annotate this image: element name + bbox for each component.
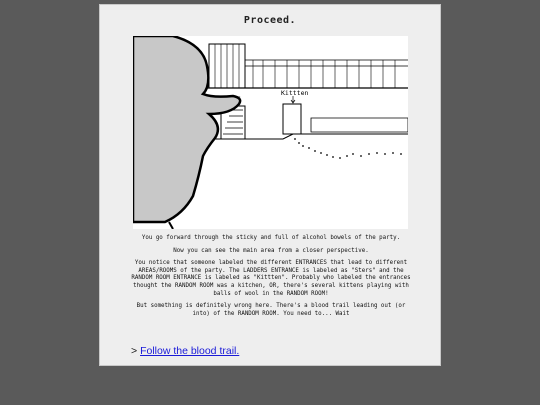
next-page-link[interactable]: Follow the blood trail. — [140, 345, 240, 357]
story-paragraph: Now you can see the main area from a closer perspective. — [173, 247, 369, 254]
story-text — [130, 235, 412, 323]
command-line — [131, 345, 239, 357]
panel-drawing — [133, 36, 408, 229]
story-paragraph: But something is definitely wrong here. There's a blood trail leading out (or into) of the RANDOM ROOM. You need to... Wait — [136, 303, 406, 317]
page-title: Proceed. — [243, 15, 297, 26]
story-page — [99, 4, 441, 366]
story-panel-image — [133, 36, 408, 229]
blood-trail — [294, 138, 402, 159]
story-paragraph: You go forward through the sticky and full of alcohol bowels of the party. — [141, 235, 401, 241]
command-prompt: > — [131, 345, 138, 357]
story-paragraph: You notice that someone labeled the different ENTRANCES that lead to different AREAS/ROOMS of the party. The LADDERS ENTRANCE is labeled as "Sters" and the RANDOM ROOM ENTRANCE is labeled as "Kittten". Probably who labeled the entrances thought the RANDOM ROOM was a kitchen, OR, there's several kittens playing with balls of wool in the RANDOM ROOM! — [131, 260, 411, 297]
sign-kittten-label: Kittten — [281, 89, 309, 97]
